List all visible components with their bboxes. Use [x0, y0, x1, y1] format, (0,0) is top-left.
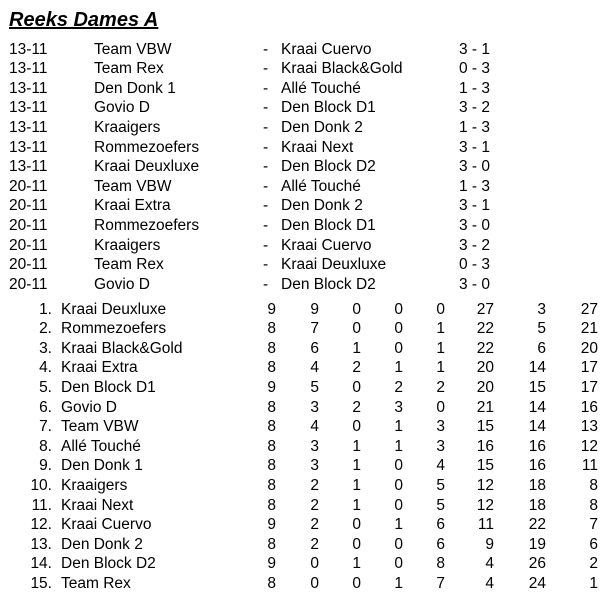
standings-stat-cell: 3	[310, 398, 319, 416]
standings-stat-cell: 12	[476, 496, 494, 514]
standings-stat-cell: 2	[436, 378, 445, 396]
match-away-team: Kraai Black&Gold	[281, 60, 403, 78]
standings-rank: 14.	[30, 555, 52, 573]
standings-stat-cell: 2	[310, 496, 319, 514]
standings-row	[0, 378, 615, 398]
page-title: Reeks Dames A	[9, 9, 159, 31]
standings-stat-cell: 8	[267, 574, 276, 592]
match-separator: -	[263, 158, 269, 176]
standings-stat-cell: 14	[528, 359, 546, 377]
standings-stat-cell: 15	[528, 378, 546, 396]
standings-team: Kraai Deuxluxe	[61, 300, 167, 318]
standings-team: Den Donk 2	[61, 535, 143, 553]
standings-stat-cell: 16	[476, 437, 494, 455]
standings-team: Team VBW	[61, 418, 139, 436]
match-score: 3 - 0	[459, 216, 491, 234]
match-row	[0, 40, 615, 60]
standings-stat-cell: 0	[352, 418, 361, 436]
standings-stat-cell: 20	[580, 339, 598, 357]
standings-stat-cell: 1	[352, 339, 361, 357]
match-row	[0, 157, 615, 177]
standings-row	[0, 339, 615, 359]
standings-stat-cell: 2	[352, 398, 361, 416]
standings-rank: 15.	[30, 574, 52, 592]
standings-stat-cell: 8	[589, 496, 598, 514]
standings-stat-cell: 1	[352, 437, 361, 455]
standings-rank: 11.	[31, 496, 52, 514]
standings-row	[0, 300, 615, 320]
standings-stat-cell: 5	[537, 320, 546, 338]
match-away-team: Allé Touché	[281, 177, 361, 195]
match-score: 1 - 3	[459, 79, 491, 97]
match-home-team: Kraaigers	[94, 236, 161, 254]
standings-stat-cell: 17	[580, 378, 598, 396]
standings-rank: 1.	[39, 300, 52, 318]
match-away-team: Kraai Cuervo	[281, 40, 372, 58]
standings-row	[0, 535, 615, 555]
match-date: 20-11	[9, 236, 48, 254]
standings-team: Kraai Cuervo	[61, 516, 152, 534]
standings-stat-cell: 0	[352, 516, 361, 534]
match-separator: -	[263, 99, 269, 117]
standings-stat-cell: 8	[267, 535, 276, 553]
standings-stat-cell: 9	[267, 300, 276, 318]
match-score: 3 - 2	[459, 99, 491, 117]
standings-row	[0, 574, 615, 594]
match-date: 13-11	[9, 99, 48, 117]
match-date: 13-11	[9, 138, 48, 156]
standings-rank: 13.	[30, 535, 52, 553]
standings-stat-cell: 24	[528, 574, 546, 592]
standings-stat-cell: 16	[528, 437, 546, 455]
match-away-team: Den Donk 2	[281, 197, 363, 215]
standings-rank: 3.	[39, 339, 52, 357]
standings-stat-cell: 22	[476, 339, 494, 357]
standings-stat-cell: 27	[476, 300, 494, 318]
standings-stat-cell: 0	[394, 535, 403, 553]
standings-rank: 10.	[30, 476, 52, 494]
standings-stat-cell: 20	[476, 359, 494, 377]
match-score: 3 - 1	[459, 138, 491, 156]
standings-stat-cell: 12	[580, 437, 598, 455]
match-home-team: Team VBW	[94, 40, 172, 58]
match-separator: -	[263, 275, 269, 293]
standings-stat-cell: 3	[394, 398, 403, 416]
standings-stat-cell: 0	[352, 320, 361, 338]
standings-stat-cell: 7	[589, 516, 598, 534]
match-score: 3 - 0	[459, 158, 491, 176]
standings-row	[0, 319, 615, 339]
standings-stat-cell: 8	[267, 339, 276, 357]
match-score: 0 - 3	[459, 60, 491, 78]
standings-rank: 6.	[39, 398, 52, 416]
standings-stat-cell: 12	[476, 476, 494, 494]
standings-stat-cell: 3	[436, 418, 445, 436]
standings-stat-cell: 8	[267, 457, 276, 475]
standings-stat-cell: 6	[436, 516, 445, 534]
match-separator: -	[263, 138, 269, 156]
match-away-team: Kraai Deuxluxe	[281, 256, 387, 274]
match-row	[0, 59, 615, 79]
standings-stat-cell: 21	[580, 320, 598, 338]
standings-stat-cell: 6	[310, 339, 319, 357]
standings-stat-cell: 19	[528, 535, 546, 553]
match-home-team: Govio D	[94, 99, 150, 117]
match-score: 3 - 0	[459, 275, 491, 293]
match-date: 20-11	[9, 177, 48, 195]
match-home-team: Rommezoefers	[94, 216, 200, 234]
standings-stat-cell: 4	[310, 359, 319, 377]
standings-rank: 2.	[39, 320, 52, 338]
match-home-team: Rommezoefers	[94, 138, 200, 156]
standings-stat-cell: 1	[352, 555, 361, 573]
match-score: 3 - 1	[459, 40, 491, 58]
standings-stat-cell: 16	[528, 457, 546, 475]
standings-stat-cell: 1	[394, 516, 403, 534]
standings-stat-cell: 1	[352, 457, 361, 475]
match-row	[0, 255, 615, 275]
match-score: 1 - 3	[459, 118, 491, 136]
standings-stat-cell: 3	[537, 300, 546, 318]
standings-stat-cell: 8	[267, 437, 276, 455]
standings-stat-cell: 11	[581, 457, 598, 475]
match-score: 3 - 2	[459, 236, 491, 254]
standings-rank: 12.	[30, 516, 52, 534]
standings-stat-cell: 5	[436, 496, 445, 514]
standings-team: Team Rex	[61, 574, 131, 592]
standings-row	[0, 476, 615, 496]
match-away-team: Den Donk 2	[281, 118, 363, 136]
standings-stat-cell: 0	[352, 574, 361, 592]
standings-stat-cell: 18	[528, 476, 546, 494]
match-home-team: Team Rex	[94, 256, 164, 274]
match-separator: -	[263, 177, 269, 195]
standings-stat-cell: 22	[476, 320, 494, 338]
match-row	[0, 177, 615, 197]
standings-team: Kraaigers	[61, 476, 128, 494]
match-separator: -	[263, 118, 269, 136]
standings-stat-cell: 1	[352, 476, 361, 494]
match-row	[0, 275, 615, 295]
standings-row	[0, 496, 615, 516]
match-home-team: Kraai Extra	[94, 197, 171, 215]
standings-stat-cell: 0	[352, 378, 361, 396]
match-date: 20-11	[9, 216, 48, 234]
standings-team: Kraai Extra	[61, 359, 138, 377]
standings-rank: 5.	[39, 378, 52, 396]
standings-stat-cell: 1	[436, 320, 445, 338]
match-home-team: Kraaigers	[94, 118, 161, 136]
standings-stat-cell: 2	[310, 516, 319, 534]
standings-stat-cell: 17	[580, 359, 598, 377]
standings-stat-cell: 0	[394, 555, 403, 573]
match-home-team: Team Rex	[94, 60, 164, 78]
standings-stat-cell: 0	[352, 300, 361, 318]
standings-stat-cell: 0	[310, 555, 319, 573]
standings-stat-cell: 0	[310, 574, 319, 592]
match-date: 13-11	[9, 40, 48, 58]
standings-team: Den Donk 1	[61, 457, 143, 475]
match-row	[0, 196, 615, 216]
standings-stat-cell: 9	[310, 300, 319, 318]
standings-stat-cell: 9	[267, 516, 276, 534]
standings-stat-cell: 1	[436, 339, 445, 357]
match-score: 3 - 1	[459, 197, 491, 215]
match-date: 13-11	[9, 118, 48, 136]
standings-stat-cell: 7	[436, 574, 445, 592]
match-row	[0, 79, 615, 99]
standings-stat-cell: 2	[310, 535, 319, 553]
match-away-team: Den Block D2	[281, 275, 376, 293]
standings-stat-cell: 0	[394, 300, 403, 318]
standings-row	[0, 398, 615, 418]
standings-team: Den Block D1	[61, 378, 156, 396]
standings-team: Kraai Black&Gold	[61, 339, 183, 357]
standings-stat-cell: 16	[580, 398, 598, 416]
match-home-team: Kraai Deuxluxe	[94, 158, 200, 176]
match-separator: -	[263, 236, 269, 254]
standings-stat-cell: 14	[528, 418, 546, 436]
match-away-team: Den Block D1	[281, 99, 376, 117]
match-separator: -	[263, 197, 269, 215]
match-away-team: Kraai Cuervo	[281, 236, 372, 254]
standings-stat-cell: 3	[310, 437, 319, 455]
standings-stat-cell: 5	[436, 476, 445, 494]
match-home-team: Team VBW	[94, 177, 172, 195]
standings-stat-cell: 0	[394, 457, 403, 475]
standings-stat-cell: 26	[528, 555, 546, 573]
match-date: 20-11	[9, 197, 48, 215]
standings-stat-cell: 1	[394, 418, 403, 436]
standings-stat-cell: 1	[436, 359, 445, 377]
standings-stat-cell: 8	[436, 555, 445, 573]
standings-stat-cell: 5	[310, 378, 319, 396]
standings-team: Den Block D2	[61, 555, 156, 573]
standings-stat-cell: 15	[476, 418, 494, 436]
match-row	[0, 236, 615, 256]
match-row	[0, 216, 615, 236]
standings-stat-cell: 8	[267, 496, 276, 514]
match-away-team: Den Block D1	[281, 216, 376, 234]
standings-stat-cell: 2	[394, 378, 403, 396]
standings-stat-cell: 6	[436, 535, 445, 553]
standings-row	[0, 456, 615, 476]
standings-stat-cell: 8	[267, 359, 276, 377]
standings-stat-cell: 20	[476, 378, 494, 396]
match-separator: -	[263, 60, 269, 78]
standings-row	[0, 437, 615, 457]
standings-stat-cell: 13	[580, 418, 598, 436]
standings-team: Allé Touché	[61, 437, 141, 455]
match-home-team: Govio D	[94, 275, 150, 293]
match-date: 13-11	[9, 60, 48, 78]
standings-stat-cell: 3	[436, 437, 445, 455]
match-separator: -	[263, 256, 269, 274]
standings-stat-cell: 1	[394, 437, 403, 455]
standings-stat-cell: 1	[589, 574, 598, 592]
match-row	[0, 98, 615, 118]
match-score: 1 - 3	[459, 177, 491, 195]
standings-stat-cell: 8	[267, 418, 276, 436]
match-away-team: Allé Touché	[281, 79, 361, 97]
standings-stat-cell: 2	[310, 476, 319, 494]
match-away-team: Den Block D2	[281, 158, 376, 176]
standings-stat-cell: 11	[477, 516, 494, 534]
standings-stat-cell: 0	[394, 476, 403, 494]
standings-stat-cell: 9	[485, 535, 494, 553]
standings-stat-cell: 8	[589, 476, 598, 494]
standings-stat-cell: 21	[476, 398, 494, 416]
match-separator: -	[263, 216, 269, 234]
standings-stat-cell: 8	[267, 320, 276, 338]
match-score: 0 - 3	[459, 256, 491, 274]
standings-stat-cell: 7	[310, 320, 319, 338]
standings-stat-cell: 18	[528, 496, 546, 514]
standings-stat-cell: 4	[436, 457, 445, 475]
standings-stat-cell: 4	[485, 574, 494, 592]
standings-rank: 9.	[39, 457, 52, 475]
standings-stat-cell: 2	[589, 555, 598, 573]
match-row	[0, 118, 615, 138]
standings-stat-cell: 0	[436, 398, 445, 416]
standings-stat-cell: 0	[394, 339, 403, 357]
standings-stat-cell: 8	[267, 476, 276, 494]
standings-row	[0, 417, 615, 437]
standings-stat-cell: 9	[267, 378, 276, 396]
standings-stat-cell: 9	[267, 555, 276, 573]
match-home-team: Den Donk 1	[94, 79, 176, 97]
standings-stat-cell: 4	[485, 555, 494, 573]
standings-stat-cell: 1	[394, 359, 403, 377]
standings-rank: 4.	[39, 359, 52, 377]
standings-stat-cell: 22	[528, 516, 546, 534]
standings-stat-cell: 0	[436, 300, 445, 318]
match-date: 13-11	[9, 158, 48, 176]
standings-team: Kraai Next	[61, 496, 134, 514]
match-date: 13-11	[9, 79, 48, 97]
match-row	[0, 138, 615, 158]
standings-team: Govio D	[61, 398, 117, 416]
standings-stat-cell: 0	[394, 496, 403, 514]
match-away-team: Kraai Next	[281, 138, 354, 156]
standings-stat-cell: 0	[352, 535, 361, 553]
standings-stat-cell: 4	[310, 418, 319, 436]
standings-row	[0, 515, 615, 535]
standings-stat-cell: 15	[476, 457, 494, 475]
standings-stat-cell: 6	[589, 535, 598, 553]
match-date: 20-11	[9, 275, 48, 293]
standings-rank: 7.	[39, 418, 52, 436]
standings-stat-cell: 1	[352, 496, 361, 514]
match-separator: -	[263, 79, 269, 97]
standings-stat-cell: 8	[267, 398, 276, 416]
match-date: 20-11	[9, 256, 48, 274]
standings-stat-cell: 6	[537, 339, 546, 357]
standings-stat-cell: 27	[580, 300, 598, 318]
standings-rank: 8.	[39, 437, 52, 455]
match-separator: -	[263, 40, 269, 58]
standings-stat-cell: 0	[394, 320, 403, 338]
standings-team: Rommezoefers	[61, 320, 167, 338]
standings-stat-cell: 3	[310, 457, 319, 475]
standings-stat-cell: 2	[352, 359, 361, 377]
standings-row	[0, 358, 615, 378]
standings-stat-cell: 1	[394, 574, 403, 592]
standings-row	[0, 554, 615, 574]
standings-stat-cell: 14	[528, 398, 546, 416]
